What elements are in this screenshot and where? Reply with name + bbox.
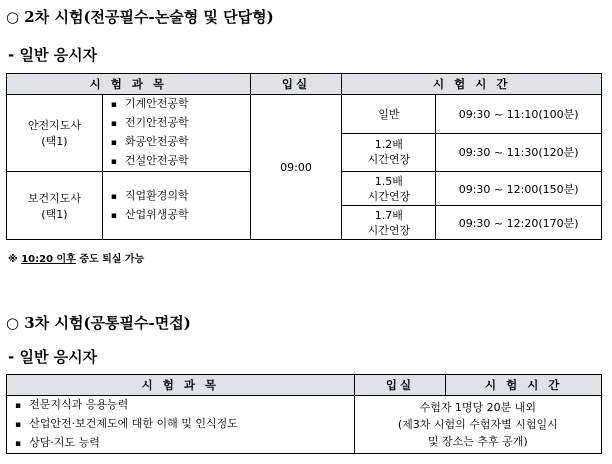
subject-item: ▪ 전기안전공학 — [111, 114, 248, 133]
section3-heading: ○ 3차 시험(공통필수-면접) — [6, 314, 191, 332]
interview-subjects-cell — [7, 396, 355, 454]
subject-item: ▪ 산업위생공학 — [111, 206, 248, 225]
time-label-cell: 1.7배 시간연장 — [342, 206, 436, 240]
table-row — [7, 396, 602, 454]
category-cell-safety — [7, 95, 103, 172]
subjects-header: 시 험 과 목 — [7, 74, 251, 95]
category-choice: (택1) — [41, 135, 68, 148]
category-cell-health — [7, 172, 103, 240]
entry-header: 입실 — [250, 74, 342, 95]
early-exit-note — [8, 250, 144, 265]
time-header: 시 험 시 간 — [446, 375, 602, 396]
time-value-cell: 09:30 ~ 12:00(150분) — [436, 172, 602, 206]
subject-item: ▪ 기계안전공학 — [111, 95, 248, 114]
subjects-cell-safety — [102, 95, 250, 172]
time-label-cell: 일반 — [342, 95, 436, 134]
category-name: 안전지도사 — [27, 119, 81, 132]
subjects-header: 시 험 과 목 — [7, 375, 355, 396]
note-suffix: 중도 퇴실 가능 — [75, 254, 145, 265]
subjects-cell-health — [102, 172, 250, 240]
entry-time-cell: 09:00 — [250, 95, 342, 240]
subject-item: ▪ 산업안전·보건제도에 대한 이해 및 인식정도 — [15, 415, 352, 434]
section3-subheading: - 일반 응시자 — [8, 348, 98, 366]
category-choice: (택1) — [41, 207, 68, 221]
section2-heading: ○ 2차 시험(전공필수-논술형 및 단답형) — [6, 8, 274, 26]
subject-item: ▪ 전문지식과 응용능력 — [15, 396, 352, 415]
schedule-line: (제3차 시험의 수험자별 시험일시 — [397, 418, 558, 431]
subject-item: ▪ 상담·지도 능력 — [15, 434, 352, 453]
table-row — [7, 95, 602, 134]
section2-table — [6, 73, 602, 240]
section2-header-row — [7, 74, 602, 95]
interview-schedule-cell — [354, 396, 601, 454]
entry-header: 입실 — [354, 375, 446, 396]
time-value-cell: 09:30 ~ 11:30(120분) — [436, 133, 602, 172]
time-label-cell: 1.2배 시간연장 — [342, 133, 436, 172]
note-prefix: ※ — [8, 254, 22, 265]
time-value-cell: 09:30 ~ 11:10(100분) — [436, 95, 602, 134]
section3-header-row — [7, 375, 602, 396]
schedule-line: 수험자 1명당 20분 내외 — [419, 401, 537, 414]
schedule-line: 및 장소는 추후 공개) — [427, 435, 528, 448]
time-header: 시 험 시 간 — [342, 74, 602, 95]
subject-item: ▪ 화공안전공학 — [111, 133, 248, 152]
category-name: 보건지도사 — [27, 191, 81, 205]
section3-table — [6, 374, 602, 454]
subject-item: ▪ 건설안전공학 — [111, 152, 248, 171]
time-value-cell: 09:30 ~ 12:20(170분) — [436, 206, 602, 240]
time-label-cell: 1.5배 시간연장 — [342, 172, 436, 206]
subject-item: ▪ 직업환경의학 — [111, 187, 248, 206]
note-time: 10:20 이후 — [21, 254, 76, 265]
section2-subheading: - 일반 응시자 — [8, 46, 98, 64]
